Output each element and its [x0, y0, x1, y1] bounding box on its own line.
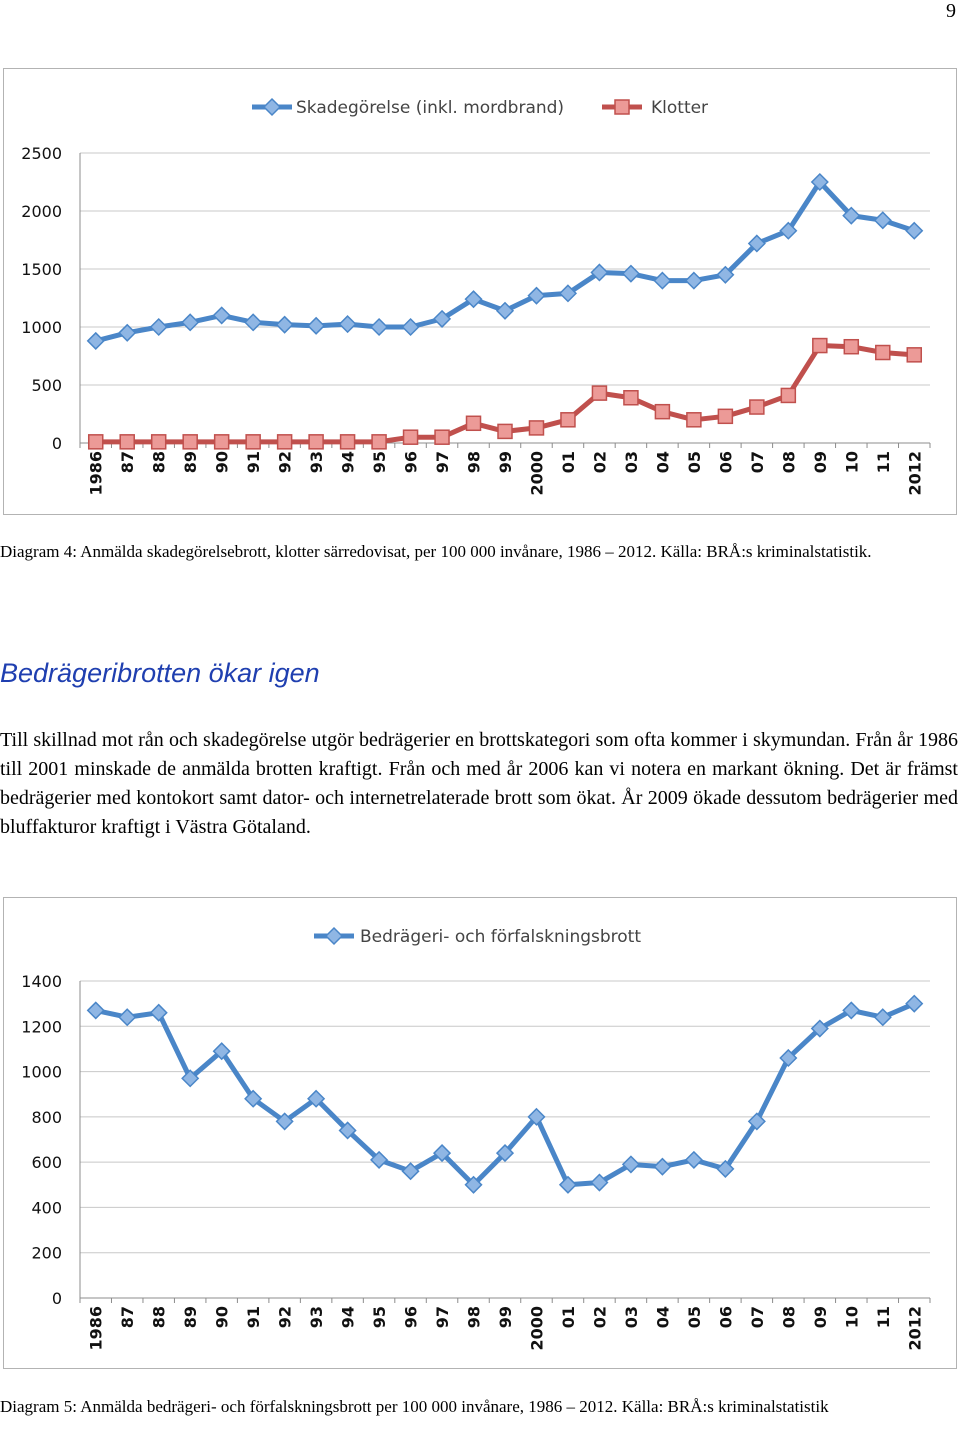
data-point: [214, 307, 230, 323]
data-point: [498, 424, 512, 438]
x-tick-label: 02: [590, 1306, 610, 1329]
legend-marker: [264, 99, 280, 115]
data-point: [341, 435, 355, 449]
x-tick-label: 11: [873, 1306, 893, 1329]
data-point: [686, 1152, 702, 1168]
x-tick-label: 91: [244, 1306, 264, 1329]
x-tick-label: 06: [716, 1306, 736, 1329]
data-point: [654, 273, 670, 289]
x-tick-label: 02: [590, 451, 610, 474]
x-tick-label: 94: [338, 1306, 358, 1329]
data-point: [152, 435, 166, 449]
data-point: [371, 319, 387, 335]
x-tick-label: 98: [464, 1306, 484, 1329]
data-point: [687, 413, 701, 427]
data-point: [119, 1009, 135, 1025]
y-tick-label: 1000: [21, 318, 62, 337]
data-point: [278, 435, 292, 449]
x-tick-label: 04: [653, 1306, 673, 1329]
data-point: [750, 400, 764, 414]
data-point: [623, 266, 639, 282]
x-tick-label: 05: [684, 1306, 704, 1329]
y-tick-label: 200: [31, 1243, 62, 1263]
y-tick-label: 400: [31, 1198, 62, 1218]
x-tick-label: 99: [496, 1306, 515, 1329]
data-point: [624, 391, 638, 405]
x-tick-label: 04: [653, 451, 673, 474]
data-point: [372, 435, 386, 449]
y-tick-label: 800: [31, 1107, 62, 1127]
data-point: [528, 288, 544, 304]
x-tick-label: 87: [118, 451, 138, 474]
legend-marker: [326, 928, 342, 944]
y-tick-label: 600: [31, 1153, 62, 1173]
y-tick-label: 1500: [21, 260, 62, 279]
x-tick-label: 08: [779, 1306, 799, 1329]
x-tick-label: 1986: [86, 451, 106, 496]
data-point: [308, 318, 324, 334]
data-point: [876, 346, 890, 360]
x-tick-label: 87: [118, 1306, 138, 1329]
data-point: [906, 223, 922, 239]
data-point: [560, 1177, 576, 1193]
x-tick-label: 98: [464, 451, 484, 474]
x-tick-label: 93: [307, 1306, 327, 1329]
x-tick-label: 90: [212, 1306, 232, 1329]
data-point: [529, 421, 543, 435]
caption-diagram-4: Diagram 4: Anmälda skadegörelsebrott, klotter särredovisat, per 100 000 invånare, 1986 – 2012. Källa: BRÅ:s kriminalstatistik.: [0, 542, 872, 561]
data-point: [875, 212, 891, 228]
data-point: [340, 316, 356, 332]
page-number: 9: [946, 0, 956, 22]
x-tick-label: 01: [558, 451, 578, 474]
x-tick-label: 10: [842, 1306, 862, 1329]
data-point: [435, 430, 449, 444]
data-point: [151, 1005, 167, 1021]
data-point: [875, 1009, 891, 1025]
x-tick-label: 08: [779, 451, 799, 474]
x-tick-label: 96: [401, 1306, 421, 1329]
x-tick-label: 99: [496, 451, 515, 474]
data-point: [277, 317, 293, 333]
x-tick-label: 2012: [905, 451, 925, 496]
data-point: [309, 435, 323, 449]
x-tick-label: 2000: [527, 1306, 547, 1351]
data-point: [844, 340, 858, 354]
data-point: [88, 1002, 104, 1018]
data-point: [246, 435, 260, 449]
data-point: [245, 314, 261, 330]
body-paragraph: Till skillnad mot rån och skadegörelse utgör bedrägerier en brottskategori som ofta kommer i skymundan. Från år 1986 till 2001 minskade de anmälda brotten kraftigt. Från och med år 2006 kan vi notera en markant ökning. Det är främst bedrägerier med kontokort samt dator- och internetrelaterade brott som ökat. År 2009 ökade dessutom bedrägerier med bluffakturor kraftigt i Västra Götaland.: [0, 729, 958, 838]
x-tick-label: 90: [212, 451, 232, 474]
chart-1-svg: [4, 69, 956, 514]
x-tick-label: 97: [433, 451, 453, 474]
data-point: [686, 273, 702, 289]
x-tick-label: 06: [716, 451, 736, 474]
chart-2-svg: [4, 898, 956, 1368]
data-point: [781, 388, 795, 402]
x-tick-label: 88: [149, 1306, 169, 1329]
data-point: [592, 386, 606, 400]
data-point: [215, 435, 229, 449]
data-point: [654, 1159, 670, 1175]
x-tick-label: 88: [149, 451, 169, 474]
data-point: [120, 435, 134, 449]
x-tick-label: 03: [621, 1306, 641, 1329]
data-point: [88, 333, 104, 349]
x-tick-label: 97: [433, 1306, 453, 1329]
y-tick-label: 2000: [21, 202, 62, 221]
data-point: [183, 435, 197, 449]
data-point: [906, 996, 922, 1012]
data-point: [182, 314, 198, 330]
x-tick-label: 07: [747, 451, 767, 474]
data-point: [497, 303, 513, 319]
y-tick-label: 1000: [21, 1062, 62, 1082]
data-point: [718, 409, 732, 423]
caption-diagram-5: Diagram 5: Anmälda bedrägeri- och förfalskningsbrott per 100 000 invånare, 1986 – 2012. Källa: BRÅ:s kriminalstatistik: [0, 1397, 829, 1416]
data-point: [151, 319, 167, 335]
x-tick-label: 95: [370, 1306, 390, 1329]
chart-1: [3, 68, 957, 515]
chart-2: [3, 897, 957, 1369]
x-tick-label: 05: [684, 451, 704, 474]
x-tick-label: 95: [370, 451, 390, 474]
x-tick-label: 96: [401, 451, 421, 474]
x-tick-label: 09: [810, 451, 830, 474]
y-tick-label: 500: [31, 376, 62, 395]
x-tick-label: 09: [810, 1306, 830, 1329]
x-tick-label: 10: [842, 451, 862, 474]
x-tick-label: 93: [307, 451, 327, 474]
y-tick-label: 1200: [21, 1017, 62, 1037]
y-tick-label: 0: [51, 1289, 62, 1308]
data-point: [403, 319, 419, 335]
legend-label: Bedrägeri- och förfalskningsbrott: [360, 927, 642, 947]
x-tick-label: 92: [275, 451, 295, 474]
x-tick-label: 11: [873, 451, 893, 474]
x-tick-label: 01: [558, 1306, 578, 1329]
legend-label: Skadegörelse (inkl. mordbrand): [296, 98, 565, 118]
data-point: [404, 430, 418, 444]
x-tick-label: 07: [747, 1306, 767, 1329]
legend-label: Klotter: [651, 98, 709, 118]
x-tick-label: 89: [181, 451, 201, 474]
x-tick-label: 94: [338, 451, 358, 474]
y-tick-label: 2500: [21, 144, 62, 163]
data-point: [89, 435, 103, 449]
data-point: [655, 405, 669, 419]
x-tick-label: 03: [621, 451, 641, 474]
data-point: [813, 339, 827, 353]
x-tick-label: 92: [275, 1306, 295, 1329]
y-tick-label: 0: [51, 434, 62, 453]
x-tick-label: 2000: [527, 451, 547, 496]
section-heading: Bedrägeribrotten ökar igen: [0, 658, 320, 688]
x-tick-label: 1986: [86, 1306, 106, 1351]
data-point: [467, 416, 481, 430]
y-tick-label: 1400: [21, 972, 62, 991]
x-tick-label: 2012: [905, 1306, 925, 1351]
legend-marker: [615, 100, 629, 114]
data-point: [561, 413, 575, 427]
x-tick-label: 91: [244, 451, 264, 474]
data-point: [907, 348, 921, 362]
x-tick-label: 89: [181, 1306, 201, 1329]
